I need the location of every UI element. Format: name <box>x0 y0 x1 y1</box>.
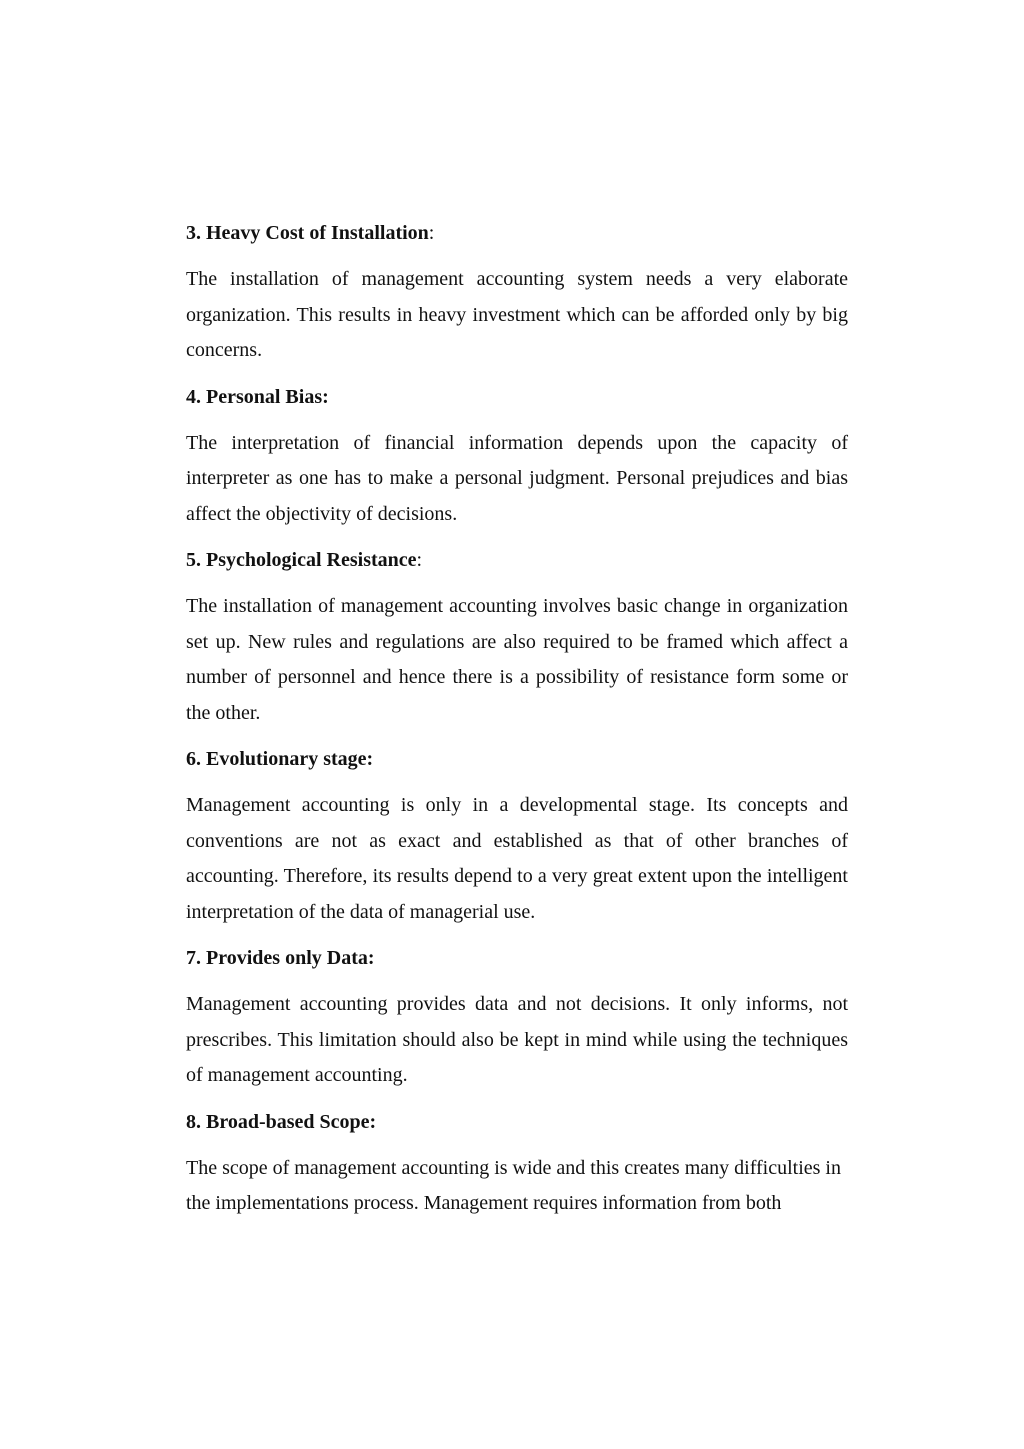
heading-text: 3. Heavy Cost of Installation <box>186 222 429 244</box>
heading-text: 7. Provides only Data: <box>186 947 375 969</box>
document-page <box>186 218 848 1235</box>
section-body-8: The scope of management accounting is wide and this creates many difficulties in the implementations process. Management requires information from both <box>186 1156 841 1214</box>
section-body-7: Management accounting provides data and not decisions. It only informs, not prescribes. This limitation should also be kept in mind while using the techniques of management accounting. <box>186 993 848 1086</box>
section-body-4: The interpretation of financial information depends upon the capacity of interpreter as one has to make a personal judgment. Personal prejudices and bias affect the objectivity of decisions. <box>186 431 848 525</box>
section-heading-4 <box>186 382 848 412</box>
section-body-3: The installation of management accounting system needs a very elaborate organization. This results in heavy investment which can be afforded only by big concerns. <box>186 268 848 361</box>
section-heading-5 <box>186 545 848 575</box>
section-body-6: Management accounting is only in a developmental stage. Its concepts and conventions are not as exact and established as that of other branches of accounting. Therefore, its results depend to a very great extent upon the intelligent interpretation of the data of managerial use. <box>186 794 848 923</box>
section-heading-8 <box>186 1107 848 1137</box>
section-body-5: The installation of management accounting involves basic change in organization set up. New rules and regulations are also required to be framed which affect a number of personnel and hence there is a possibility of resistance form some or the other. <box>186 595 848 724</box>
heading-colon: : <box>428 222 435 244</box>
heading-text: 6. Evolutionary stage: <box>186 748 374 770</box>
section-heading-3 <box>186 218 848 248</box>
section-heading-6 <box>186 744 848 774</box>
heading-text: 5. Psychological Resistance <box>186 549 417 571</box>
heading-colon: : <box>416 549 423 571</box>
heading-text: 4. Personal Bias: <box>186 385 329 408</box>
heading-text: 8. Broad-based Scope: <box>186 1110 377 1133</box>
section-heading-7 <box>186 943 848 973</box>
